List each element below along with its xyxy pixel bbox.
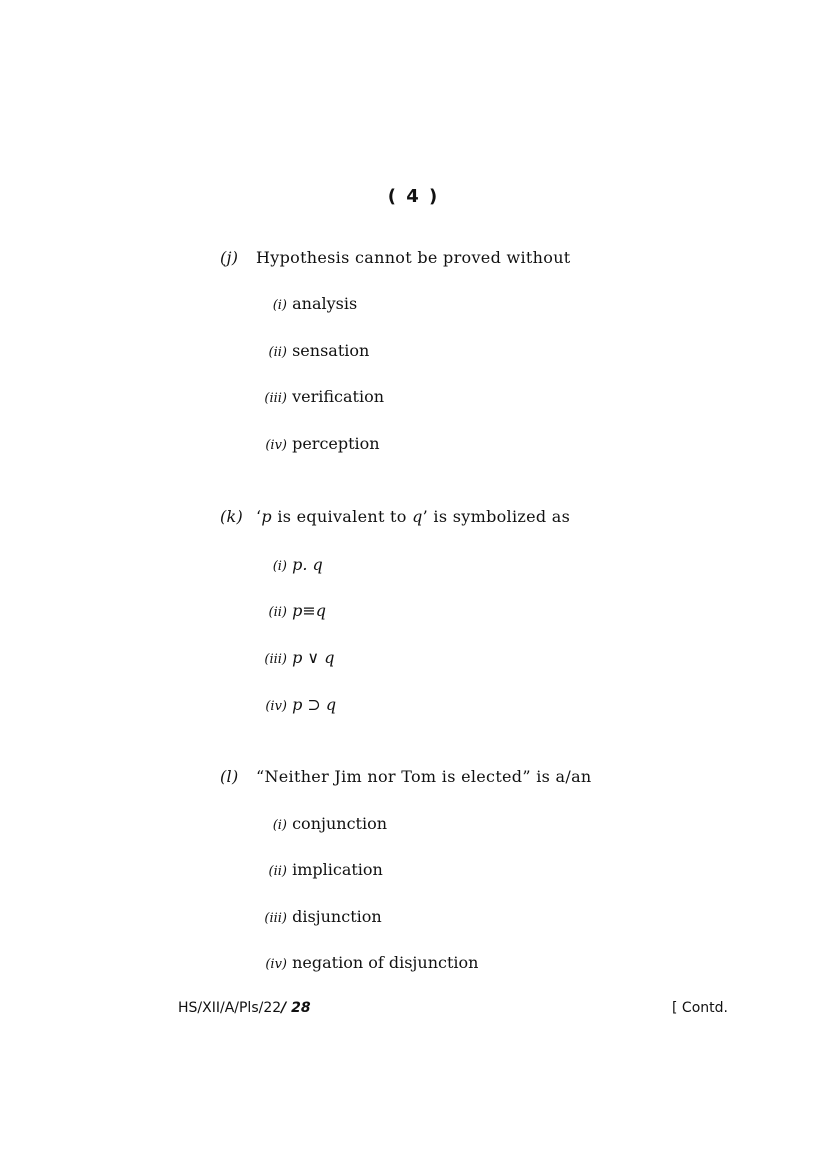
question-stem: [256, 507, 570, 526]
stem-part: ’ is symbolized as: [422, 507, 571, 526]
option-l-iii: [252, 907, 382, 926]
footer-paper-code: [178, 1000, 311, 1016]
option-number: (iii): [264, 652, 287, 667]
option-formula: p ∨ q: [292, 648, 335, 667]
question-stem: Hypothesis cannot be proved without: [256, 248, 571, 267]
stem-part: is equivalent to: [271, 507, 413, 526]
option-k-i: [252, 555, 323, 574]
option-j-iii: [252, 387, 384, 406]
option-number: (ii): [268, 864, 287, 879]
option-text: disjunction: [292, 907, 382, 926]
option-text: conjunction: [292, 814, 388, 833]
stem-var-q: q: [412, 507, 423, 526]
paper-code: HS/XII/A/Pls/22: [178, 1000, 282, 1016]
option-number: (iii): [264, 391, 287, 406]
option-number: (ii): [268, 345, 287, 360]
option-number: (iv): [265, 438, 287, 453]
option-l-iv: [252, 953, 478, 972]
footer-contd: [ Contd.: [672, 1000, 728, 1016]
question-k: [220, 507, 570, 526]
option-j-iv: [252, 434, 380, 453]
option-j-ii: [252, 341, 369, 360]
option-number: (iii): [264, 911, 287, 926]
question-l: [220, 767, 592, 786]
option-number: (i): [272, 298, 287, 313]
option-text: sensation: [292, 341, 370, 360]
option-j-i: [252, 294, 357, 313]
question-j: [220, 248, 571, 267]
option-formula: p ⊃ q: [292, 695, 337, 714]
option-k-ii: [252, 601, 326, 620]
question-number: (k): [220, 507, 244, 526]
option-text: perception: [292, 434, 380, 453]
option-formula: p≡q: [292, 601, 326, 620]
question-number: (j): [220, 248, 239, 267]
option-number: (ii): [268, 605, 287, 620]
option-text: verification: [292, 387, 385, 406]
option-text: analysis: [292, 294, 358, 313]
option-text: implication: [292, 860, 383, 879]
paper-code-suffix: / 28: [281, 1000, 311, 1016]
option-l-ii: [252, 860, 383, 879]
stem-part: ‘: [256, 507, 262, 526]
option-l-i: [252, 814, 387, 833]
option-k-iv: [252, 695, 336, 714]
question-number: (l): [220, 767, 239, 786]
option-number: (iv): [265, 957, 287, 972]
option-number: (i): [272, 818, 287, 833]
stem-var-p: p: [261, 507, 272, 526]
option-number: (i): [272, 559, 287, 574]
option-formula: p. q: [292, 555, 323, 574]
option-number: (iv): [265, 699, 287, 714]
option-text: negation of disjunction: [292, 953, 479, 972]
page-number: ( 4 ): [387, 186, 440, 207]
option-k-iii: [252, 648, 334, 667]
question-stem: “Neither Jim nor Tom is elected” is a/an: [256, 767, 592, 786]
